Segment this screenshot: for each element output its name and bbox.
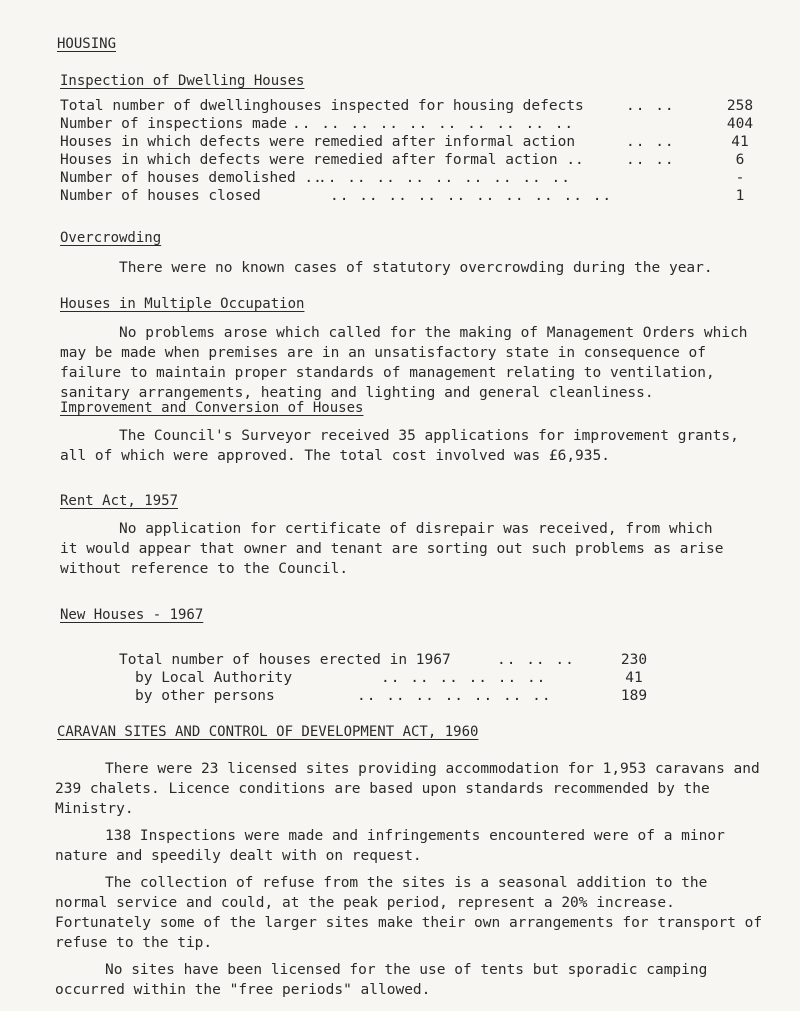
paragraph-line: all of which were approved. The total cost involved was £6,935. (60, 448, 610, 464)
stat-row (119, 670, 654, 688)
paragraph-line: failure to maintain proper standards of management relating to ventilation, (60, 365, 715, 381)
paragraph-line: occurred within the "free periods" allowed. (55, 982, 431, 998)
paragraph-line: 138 Inspections were made and infringements encountered were of a minor (105, 828, 725, 844)
leader-dots: .. .. .. (497, 652, 575, 668)
paragraph-line: may be made when premises are in an unsatisfactory state in consequence of (60, 345, 707, 361)
section-heading-improvement: Improvement and Conversion of Houses (60, 400, 364, 416)
paragraph-line: The collection of refuse from the sites is a seasonal addition to the (105, 875, 708, 891)
leader-dots: .. .. .. .. .. .. (381, 670, 547, 686)
section-heading-new-houses: New Houses - 1967 (60, 607, 204, 623)
stat-label: Number of houses closed (60, 188, 261, 204)
stat-row (60, 116, 760, 134)
paragraph-line: normal service and could, at the peak period, represent a 20% increase. (55, 895, 675, 911)
leader-dots: .. .. (626, 152, 675, 168)
stat-label: Total number of dwellinghouses inspected for housing defects (60, 98, 584, 114)
stat-row (119, 652, 654, 670)
paragraph-line: No problems arose which called for the making of Management Orders which (119, 325, 748, 341)
section-heading-overcrowding: Overcrowding (60, 230, 162, 246)
stat-value: 230 (620, 652, 648, 668)
stat-value: - (735, 170, 745, 186)
paragraph-line: There were 23 licensed sites providing accommodation for 1,953 caravans and (105, 761, 760, 777)
stat-row (119, 688, 654, 706)
section-heading-caravan-sites: CARAVAN SITES AND CONTROL OF DEVELOPMENT ACT, 1960 (57, 724, 479, 740)
stat-value: 1 (735, 188, 745, 204)
stat-row (60, 188, 760, 206)
stat-value: 404 (726, 116, 754, 132)
stat-value: 6 (735, 152, 745, 168)
stat-label: Total number of houses erected in 1967 (119, 652, 451, 668)
stat-label: by Local Authority (135, 670, 293, 686)
stat-row (60, 152, 760, 170)
stat-label: Number of inspections made (60, 116, 287, 132)
paragraph-line: No application for certificate of disrepair was received, from which (119, 521, 713, 537)
paragraph-line: Ministry. (55, 801, 134, 817)
leader-dots: .. .. (626, 98, 675, 114)
leader-dots: .. .. .. .. .. .. .. (357, 688, 552, 704)
page-title: HOUSING (57, 36, 117, 52)
stat-value: 258 (726, 98, 754, 114)
leader-dots: .. .. (626, 134, 675, 150)
leader-dots: .. .. .. .. .. .. .. .. .. (318, 170, 571, 186)
stat-label: Number of houses demolished .. (60, 170, 322, 186)
stat-value: 41 (731, 134, 749, 150)
stat-row (60, 134, 760, 152)
stat-label: Houses in which defects were remedied after informal action (60, 134, 576, 150)
leader-dots: .. .. .. .. .. .. .. .. .. .. (292, 116, 575, 132)
paragraph-line: No sites have been licensed for the use of tents but sporadic camping (105, 962, 708, 978)
section-heading-inspection: Inspection of Dwelling Houses (60, 73, 305, 89)
stat-value: 41 (625, 670, 643, 686)
section-heading-rent-act: Rent Act, 1957 (60, 493, 179, 509)
stat-label: by other persons (135, 688, 275, 704)
paragraph-line: Fortunately some of the larger sites make their own arrangements for transport of (55, 915, 763, 931)
stat-label: Houses in which defects were remedied after formal action .. (60, 152, 584, 168)
stat-row (60, 170, 760, 188)
section-heading-multiple-occupation: Houses in Multiple Occupation (60, 296, 305, 312)
paragraph-line: it would appear that owner and tenant are sorting out such problems as arise (60, 541, 724, 557)
stat-value: 189 (620, 688, 648, 704)
paragraph-line: without reference to the Council. (60, 561, 349, 577)
paragraph: There were no known cases of statutory overcrowding during the year. (119, 260, 713, 276)
paragraph-line: 239 chalets. Licence conditions are based upon standards recommended by the (55, 781, 710, 797)
paragraph-line: refuse to the tip. (55, 935, 213, 951)
paragraph-line: The Council's Surveyor received 35 applications for improvement grants, (119, 428, 739, 444)
leader-dots: .. .. .. .. .. .. .. .. .. .. (330, 188, 613, 204)
stat-row (60, 98, 760, 116)
paragraph-line: nature and speedily dealt with on request. (55, 848, 422, 864)
paragraph-line: sanitary arrangements, heating and lighting and general cleanliness. (60, 385, 654, 401)
